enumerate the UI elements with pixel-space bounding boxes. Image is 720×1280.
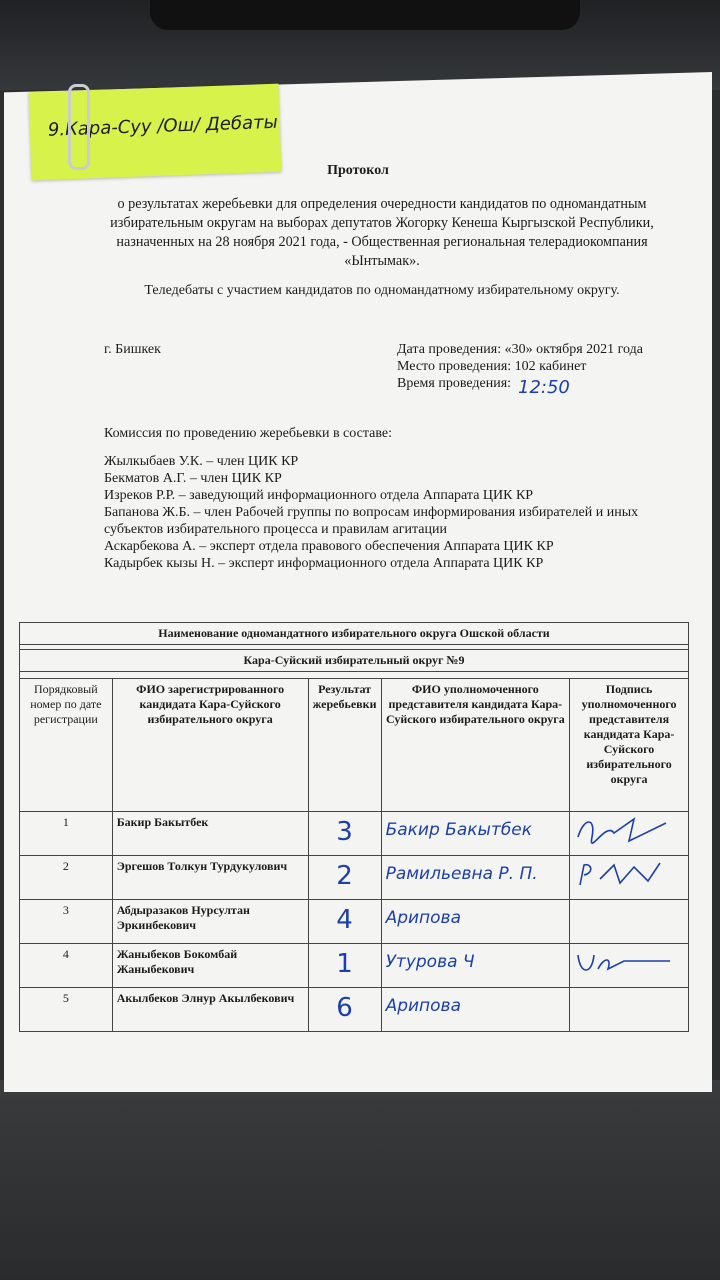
signature-cell: [570, 900, 689, 944]
signature-cell: [570, 988, 689, 1032]
table-spacer: [20, 672, 689, 679]
table-row: [20, 900, 689, 944]
table-title: Наименование одномандатного избирательного округа Ошской области: [20, 623, 689, 645]
desk-background-bottom: [0, 1080, 720, 1280]
table-row: [20, 812, 689, 856]
draw-result: 3: [308, 812, 381, 856]
draw-result: 2: [308, 856, 381, 900]
representative-name: Арипова: [381, 988, 570, 1032]
representative-name: Утурова Ч: [381, 944, 570, 988]
subtitle-line-2: избирательным округам на выборах депутатов Жогорку Кенеша Кыргызской Республики,: [110, 215, 654, 231]
paperclip-icon: [68, 84, 90, 170]
signature-cell: [570, 812, 689, 856]
subtitle-line-4: «Ынтымак».: [344, 253, 420, 269]
col-header-candidate: ФИО зарегистрированного кандидата Кара-Суйского избирательного округа: [112, 679, 308, 812]
row-number: 2: [20, 856, 113, 900]
debate-line: Теледебаты с участием кандидатов по одномандатному избирательному округу.: [144, 283, 620, 298]
table-row: [20, 944, 689, 988]
row-number: 3: [20, 900, 113, 944]
doc-title: Протокол: [327, 163, 389, 178]
signature-cell: [570, 944, 689, 988]
draw-result: 1: [308, 944, 381, 988]
member-6: Кадырбек кызы Н. – эксперт информационного отдела Аппарата ЦИК КР: [104, 556, 544, 571]
sticky-note: [29, 84, 282, 181]
city: г. Бишкек: [104, 342, 161, 357]
member-5: Аскарбекова А. – эксперт отдела правового обеспечения Аппарата ЦИК КР: [104, 539, 554, 554]
sticky-note-text: 9.Кара-Суу /Ош/ Дебаты: [47, 111, 279, 141]
subtitle-line-1: о результатах жеребьевки для определения очередности кандидатов по одномандатным: [117, 196, 647, 212]
time-value-handwritten: 12:50: [518, 377, 570, 398]
place-line: Место проведения: 102 кабинет: [397, 359, 587, 374]
subtitle-line-3: назначенных на 28 ноября 2021 года, - Общественная региональная телерадиокомпания: [116, 234, 648, 250]
candidate-name: Абдыразаков Нурсултан Эркинбекович: [112, 900, 308, 944]
signature-scribble-icon: [574, 815, 674, 845]
representative-name: Бакир Бакытбек: [381, 812, 570, 856]
representative-name: Арипова: [381, 900, 570, 944]
member-3: Изреков Р.Р. – заведующий информационного отдела Аппарата ЦИК КР: [104, 488, 534, 503]
table-district: Кара-Суйский избирательный округ №9: [20, 650, 689, 672]
time-label: Время проведения:: [397, 376, 512, 391]
draw-result: 4: [308, 900, 381, 944]
representative-name: Рамильевна Р. П.: [381, 856, 570, 900]
member-4: Бапанова Ж.Б. – член Рабочей группы по вопросам информирования избирателей и иных: [104, 505, 639, 520]
table-row: [20, 856, 689, 900]
desk-object: [150, 0, 580, 30]
commission-intro: Комиссия по проведению жеребьевки в составе:: [104, 426, 392, 441]
row-number: 1: [20, 812, 113, 856]
member-4-cont: субъектов избирательного процесса и правилам агитации: [104, 522, 447, 537]
col-header-signature: Подпись уполномоченного представителя кандидата Кара-Суйского избирательного округа: [570, 679, 689, 812]
date-line: Дата проведения: «30» октября 2021 года: [397, 342, 643, 357]
row-number: 5: [20, 988, 113, 1032]
draw-results-table: [19, 622, 689, 1032]
col-header-order: Порядковый номер по дате регистрации: [20, 679, 113, 812]
candidate-name: Эргешов Толкун Турдукулович: [112, 856, 308, 900]
candidate-name: Акылбеков Элнур Акылбекович: [112, 988, 308, 1032]
member-1: Жылкыбаев У.К. – член ЦИК КР: [104, 454, 299, 469]
member-2: Бекматов А.Г. – член ЦИК КР: [104, 471, 282, 486]
row-number: 4: [20, 944, 113, 988]
draw-result: 6: [308, 988, 381, 1032]
signature-cell: [570, 856, 689, 900]
table-row: [20, 988, 689, 1032]
col-header-result: Результат жеребьевки: [308, 679, 381, 812]
candidate-name: Жаныбеков Бокомбай Жаныбекович: [112, 944, 308, 988]
signature-scribble-icon: [574, 859, 674, 889]
col-header-representative: ФИО уполномоченного представителя кандидата Кара-Суйского избирательного округа: [381, 679, 570, 812]
candidate-name: Бакир Бакытбек: [112, 812, 308, 856]
signature-scribble-icon: [574, 947, 674, 977]
